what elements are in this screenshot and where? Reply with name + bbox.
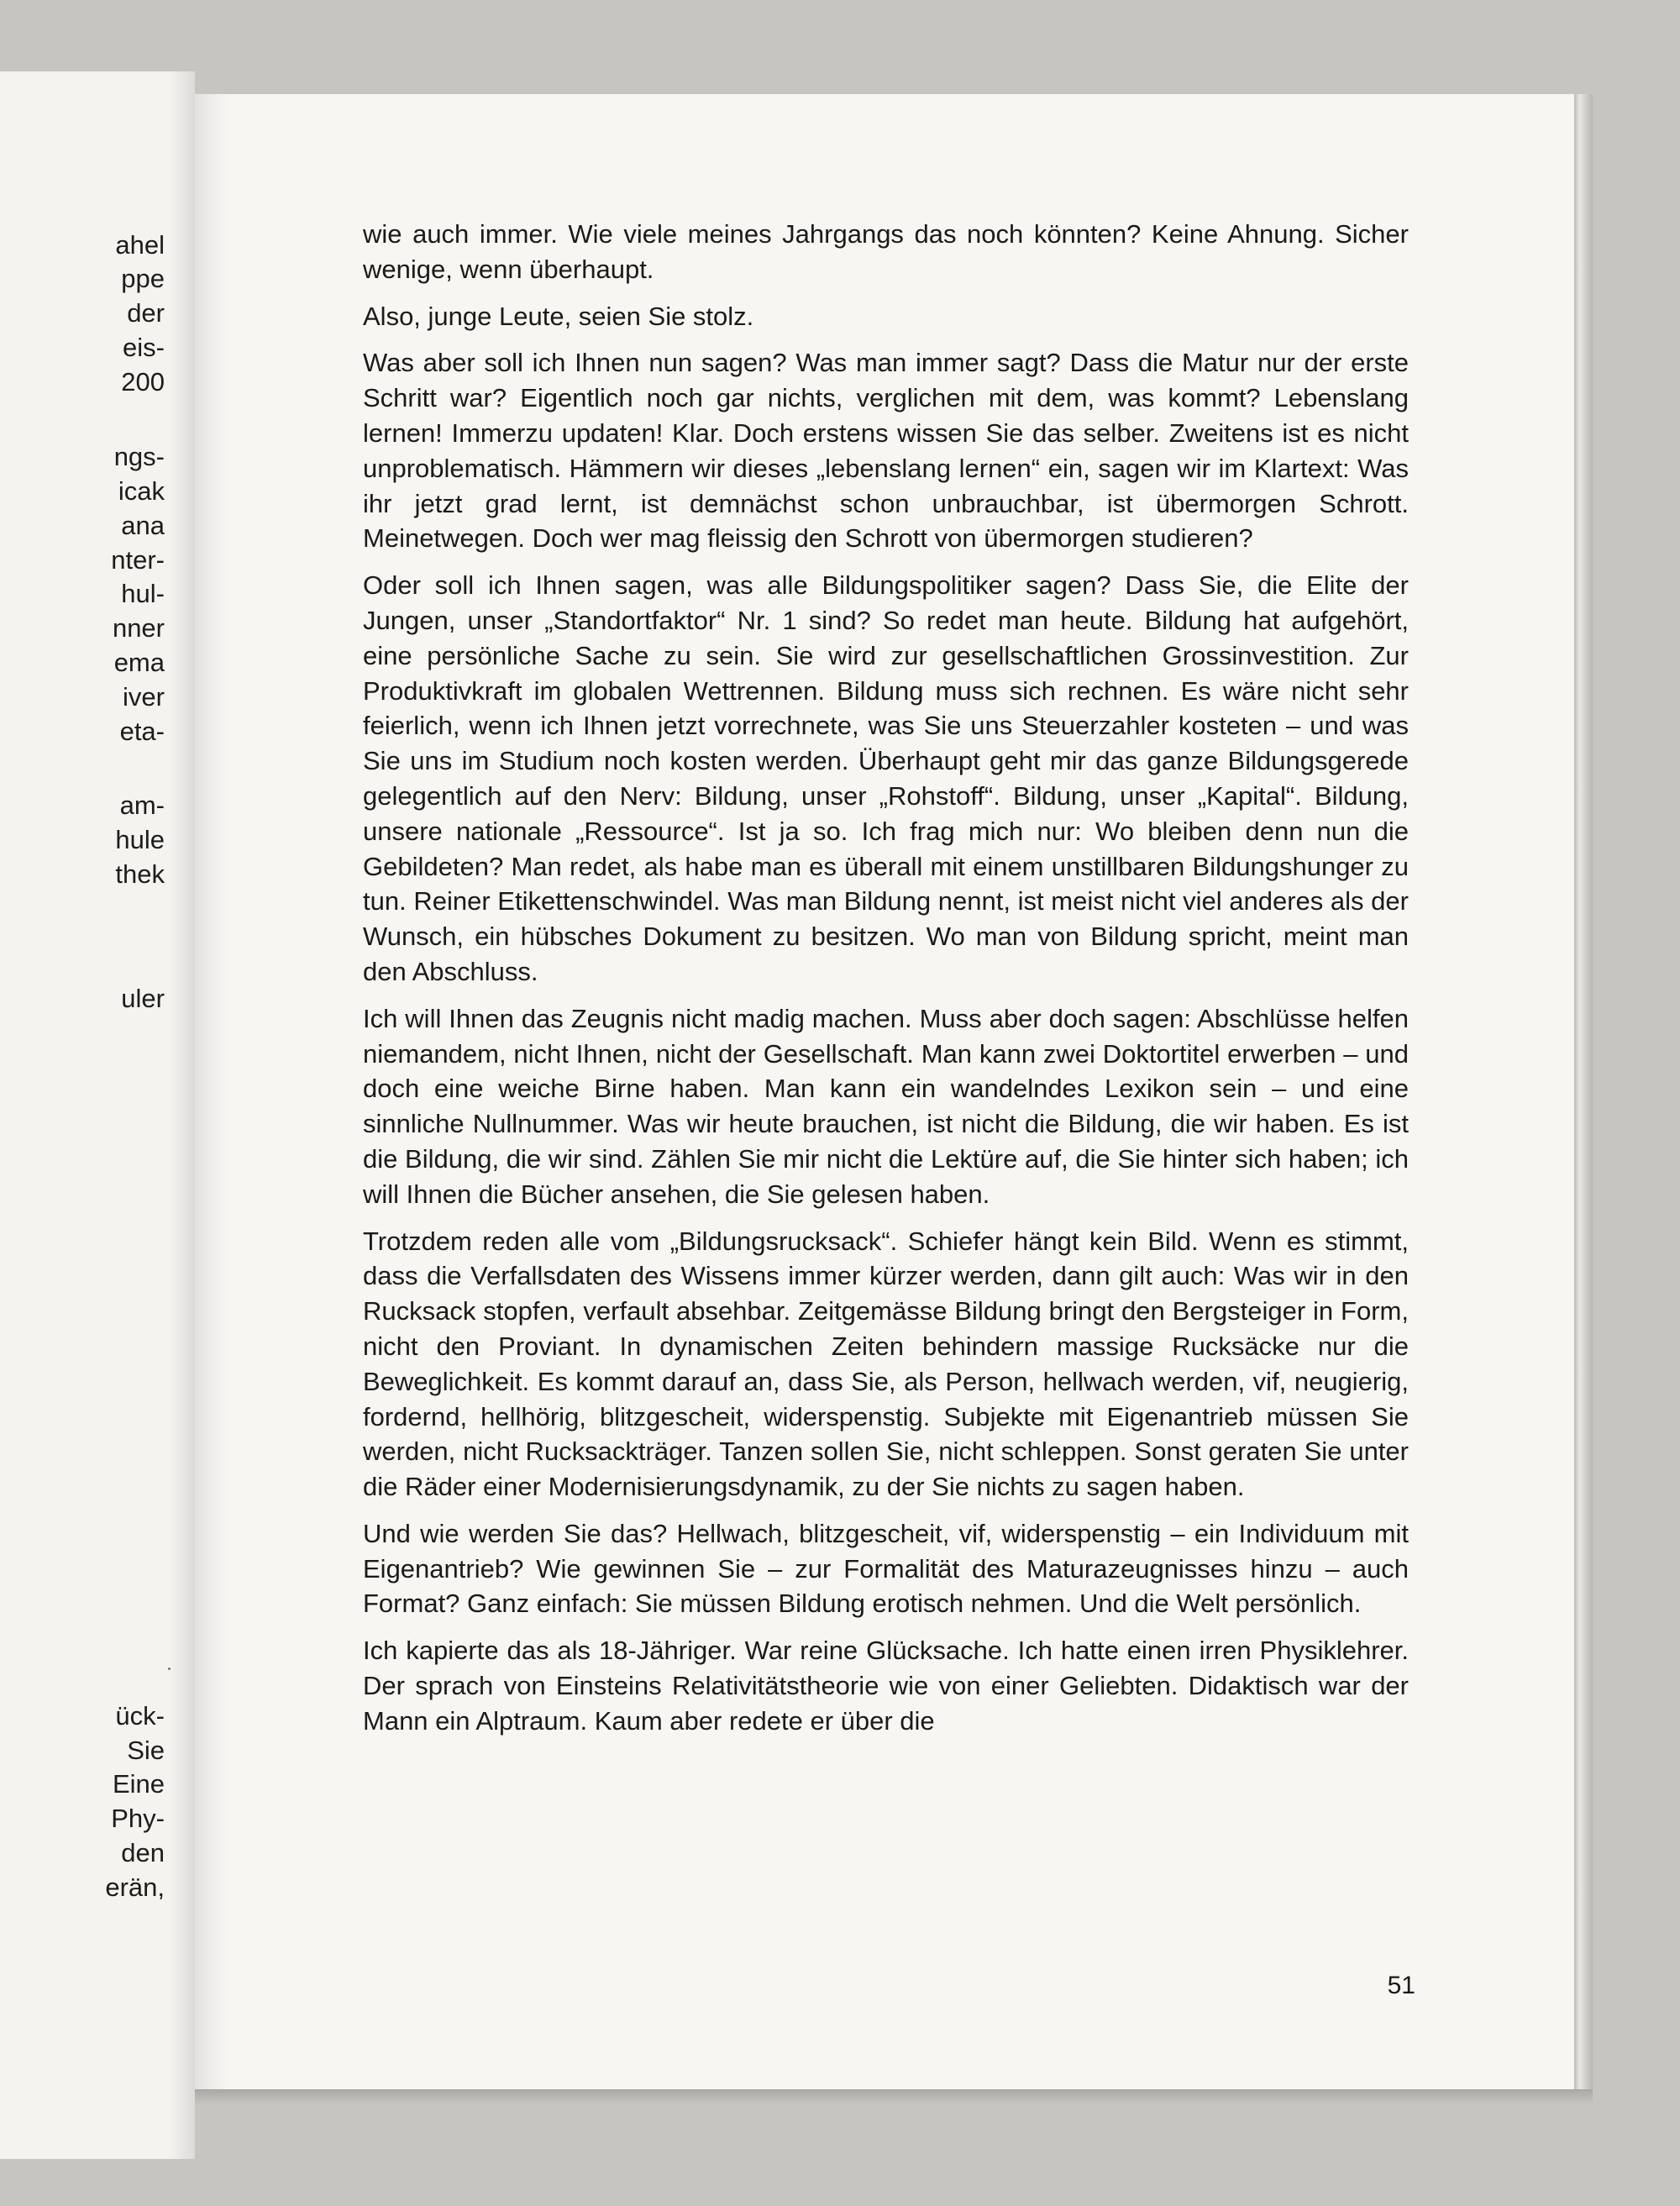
left-page-fragment: ngs- bbox=[113, 442, 165, 471]
paragraph: Ich kapierte das als 18-Jähriger. War reine Glücksache. Ich hatte einen irren Physiklehrer. Der sprach von Einsteins Relativitätstheorie wie von einer Geliebten. Didaktisch war der Mann ein Alptraum. Kaum aber redete er über die bbox=[363, 1636, 1409, 1736]
left-page-fragment: ahel bbox=[115, 230, 165, 260]
gutter-shadow bbox=[195, 94, 228, 2089]
left-page-fragment: eta- bbox=[119, 717, 165, 746]
left-page-fragment: Sie bbox=[127, 1736, 165, 1765]
dust-speck bbox=[168, 1668, 171, 1670]
left-page-fragment: hul- bbox=[121, 579, 165, 608]
page-stack-edge bbox=[1574, 94, 1593, 2089]
left-page-fragment: am- bbox=[119, 790, 165, 820]
page-bottom-shadow bbox=[195, 2089, 1593, 2104]
left-page-fragment: ück- bbox=[115, 1701, 165, 1731]
body-text bbox=[363, 217, 1409, 1751]
paragraph: wie auch immer. Wie viele meines Jahrgangs das noch könnten? Keine Ahnung. Sicher wenige, wenn überhaupt. bbox=[363, 219, 1409, 284]
left-page-fragment: hule bbox=[115, 825, 165, 854]
left-page-fragment: nner bbox=[112, 613, 165, 643]
left-page-fragment: der bbox=[127, 298, 165, 328]
left-page-fragment: uler bbox=[121, 984, 165, 1013]
left-page-fragment: ana bbox=[121, 511, 165, 540]
left-page-fragment: ppe bbox=[121, 264, 165, 293]
left-page-fragment: iver bbox=[123, 682, 165, 712]
left-page-fragment: Phy- bbox=[111, 1804, 165, 1833]
paragraph: Und wie werden Sie das? Hellwach, blitzgescheit, vif, widerspenstig – ein Individuum mit Eigenantrieb? Wie gewinnen Sie – zur Formalität des Maturazeugnisses hinzu – auch Format? Ganz einfach: Sie müssen Bildung erotisch nehmen. Und die Welt persönlich. bbox=[363, 1518, 1409, 1619]
paragraph: Was aber soll ich Ihnen nun sagen? Was man immer sagt? Dass die Matur nur der erste Schritt war? Eigentlich noch gar nichts, verglichen mit dem, was kommt? Lebenslang lernen! Immerzu updaten! Klar. Doch erstens wissen Sie das selber. Zweitens ist es nicht unproblematisch. Hämmern wir dieses „lebenslang lernen“ ein, sagen wir im Klartext: Was ihr jetzt grad lernt, ist demnächst schon unbrauchbar, ist übermorgen Schrott. Meinetwegen. Doch wer mag fleissig den Schrott von übermorgen studieren? bbox=[363, 348, 1409, 554]
left-page-fragment: 200 bbox=[121, 367, 165, 397]
page-number: 51 bbox=[1387, 1972, 1415, 1999]
paragraph: Also, junge Leute, seien Sie stolz. bbox=[363, 301, 754, 331]
left-page-fragment: icak bbox=[118, 476, 165, 506]
left-page-fragment: Eine bbox=[112, 1769, 165, 1799]
paragraph: Ich will Ihnen das Zeugnis nicht madig machen. Muss aber doch sagen: Abschlüsse helfen niemandem, nicht Ihnen, nicht der Gesellschaft. Man kann zwei Doktortitel erwerben – und doch eine weiche Birne haben. Man kann ein wandelndes Lexikon sein – und eine sinnliche Nullnummer. Was wir heute brauchen, ist nicht die Bildung, die wir haben. Es ist die Bildung, die wir sind. Zählen Sie mir nicht die Lektüre auf, die Sie hinter sich haben; ich will Ihnen die Bücher ansehen, die Sie gelesen haben. bbox=[363, 1003, 1409, 1209]
left-page-fragment: den bbox=[121, 1838, 165, 1867]
left-page-fragment: nter- bbox=[111, 545, 165, 575]
left-page-fragment: ema bbox=[113, 648, 165, 677]
left-gutter-shadow bbox=[170, 71, 195, 2159]
left-page-fragment: erän, bbox=[105, 1872, 165, 1902]
left-page bbox=[0, 71, 195, 2159]
paragraph: Trotzdem reden alle vom „Bildungsrucksack“. Schiefer hängt kein Bild. Wenn es stimmt, dass die Verfallsdaten des Wissens immer kürzer werden, dann gilt auch: Was wir in den Rucksack stopfen, verfault absehbar. Zeitgemässe Bildung bringt den Bergsteiger in Form, nicht den Proviant. In dynamischen Zeiten behindern massige Rucksäcke nur die Beweglichkeit. Es kommt darauf an, dass Sie, als Person, hellwach werden, vif, neugierig, fordernd, hellhörig, blitzgescheit, widerspenstig. Subjekte mit Eigenantrieb müssen Sie werden, nicht Rucksackträger. Tanzen sollen Sie, nicht schleppen. Sonst geraten Sie unter die Räder einer Modernisierungsdynamik, zu der Sie nichts zu sagen haben. bbox=[363, 1226, 1409, 1502]
left-page-fragment: thek bbox=[115, 859, 165, 889]
paragraph: Oder soll ich Ihnen sagen, was alle Bildungspolitiker sagen? Dass Sie, die Elite der Jungen, unser „Standortfaktor“ Nr. 1 sind? So redet man heute. Bildung hat aufgehört, eine persönliche Sache zu sein. Sie wird zur gesellschaftlichen Grossinvestition. Zur Produktivkraft im globalen Wettrennen. Bildung muss sich rechnen. Es wäre nicht sehr feierlich, wenn ich Ihnen jetzt vorrechnete, was Sie uns Steuerzahler kosteten – und was Sie uns im Studium noch kosten werden. Überhaupt geht mir das ganze Bildungsgerede gelegentlich auf den Nerv: Bildung, unser „Rohstoff“. Bildung, unser „Kapital“. Bildung, unsere nationale „Ressource“. Ist ja so. Ich frag mich nur: Wo bleiben denn nun die Gebildeten? Man redet, als habe man es überall mit einem unstillbaren Bildungshunger zu tun. Reiner Etikettenschwindel. Was man Bildung nennt, ist meist nicht viel anderes als der Wunsch, ein hübsches Dokument zu besitzen. Wo man von Bildung spricht, meint man den Abschluss. bbox=[363, 570, 1409, 986]
left-page-fragment: eis- bbox=[123, 333, 165, 362]
